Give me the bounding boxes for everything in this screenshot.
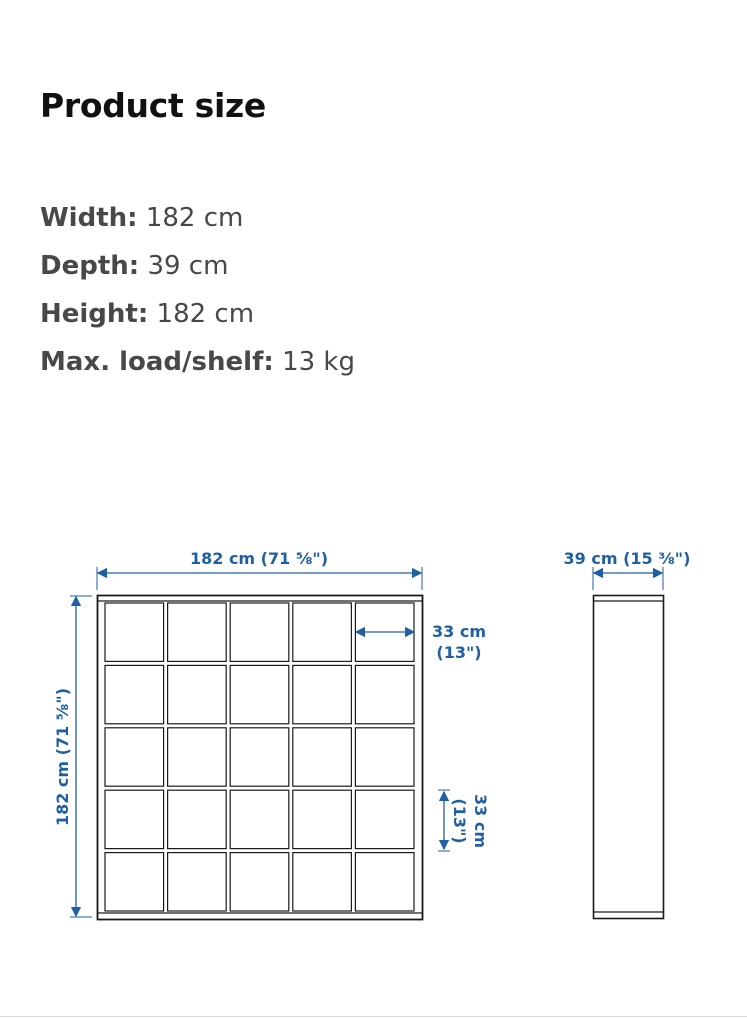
shelf-cube xyxy=(168,665,227,723)
shelf-cube xyxy=(168,728,227,786)
shelf-cube xyxy=(230,728,289,786)
dimension-value: 182 cm xyxy=(145,203,244,233)
shelf-cube xyxy=(230,665,289,723)
dimension-max-load xyxy=(40,342,355,390)
cube-width-label-line2: (13") xyxy=(436,643,482,662)
shelf-cube xyxy=(105,853,164,911)
depth-dimension-label: 39 cm (15 ⅜") xyxy=(563,549,691,568)
shelf-cube xyxy=(230,790,289,848)
cube-height-label-line2: (13") xyxy=(450,798,469,844)
dimension-depth xyxy=(40,246,355,294)
shelf-cube xyxy=(355,665,414,723)
dimension-value: 182 cm xyxy=(156,299,255,329)
dimension-value: 13 kg xyxy=(282,347,355,377)
width-dimension-label: 182 cm (71 ⅝") xyxy=(189,549,329,568)
page-title: Product size xyxy=(40,86,267,125)
shelf-cube xyxy=(105,665,164,723)
dimension-label: Depth: xyxy=(40,251,140,281)
shelf-cube xyxy=(230,603,289,661)
shelf-cube xyxy=(168,790,227,848)
dimension-drawing xyxy=(0,530,747,950)
dimension-width xyxy=(40,198,355,246)
shelf-cube xyxy=(293,603,352,661)
shelf-cube xyxy=(168,603,227,661)
shelf-cube xyxy=(293,853,352,911)
side-view-outline xyxy=(594,596,664,919)
shelf-cube xyxy=(230,853,289,911)
dimension-value: 39 cm xyxy=(147,251,229,281)
shelf-cube xyxy=(105,790,164,848)
shelf-outline xyxy=(98,596,423,920)
shelf-cube xyxy=(105,728,164,786)
shelf-cube xyxy=(105,603,164,661)
dimension-label: Height: xyxy=(40,299,149,329)
dimension-label: Width: xyxy=(40,203,138,233)
dimension-list xyxy=(40,198,355,390)
dimension-height xyxy=(40,294,355,342)
height-dimension-label: 182 cm (71 ⅝") xyxy=(53,687,72,827)
shelf-cube xyxy=(355,853,414,911)
cube-width-label-line1: 33 cm xyxy=(432,622,486,641)
cube-height-label-line1: 33 cm xyxy=(471,794,490,848)
shelf-cube xyxy=(293,728,352,786)
shelf-cube xyxy=(355,790,414,848)
divider xyxy=(0,1016,747,1017)
shelf-grid xyxy=(97,596,423,920)
shelf-cube xyxy=(293,790,352,848)
shelf-cube xyxy=(355,728,414,786)
dimension-label: Max. load/shelf: xyxy=(40,347,274,377)
shelf-cube xyxy=(293,665,352,723)
shelf-cube xyxy=(168,853,227,911)
